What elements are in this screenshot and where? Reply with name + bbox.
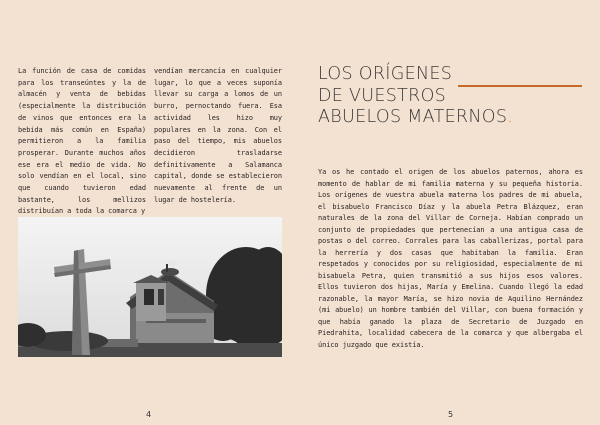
page-number-left: 4	[146, 410, 152, 419]
photo-illustration	[18, 217, 282, 357]
left-column-2-text: vendían mercancía en cualquier lugar, lo que a veces suponía llevar su carga a lomos de un burro, pernoctando fuera. Esa actividad les hizo muy populares en la zona. Con el paso del tiempo, mis abuelos decidieron trasladarse definitivamente a Salamanca capital, donde se establecieron nuevamente al frente de un lugar de hostelería.	[154, 67, 282, 204]
title-dot: .	[507, 107, 514, 127]
left-column-1	[18, 66, 146, 218]
chapter-title	[318, 64, 548, 129]
left-column-2	[154, 66, 282, 206]
page-number-right: 5	[448, 410, 454, 419]
title-rule	[458, 85, 582, 87]
right-body-text: Ya os he contado el origen de los abuelos paternos, ahora es momento de hablar de mi familia materna y su pequeña historia. Los orígenes de vuestra abuela materna los padres de mi abuela, el bisabuelo Francisco Díaz y la abuela Petra Blázquez, eran naturales de la zona del Villar de Corneja. Habían comprado un conjunto de propiedades que pertenecían a una antigua casa de postas o del correo. Corrales para las caballerizas, portal para la herrería y dos casas que habitaban la familia. Eran respetados y conocidos por su religiosidad, especialmente de mi bisabuela Petra, quien transmitió a sus hijos esos valores. Ellos tuvieron dos hijas, María y Emelina. Cuando llegó la edad razonable, la mayor María, se hizo novia de Aquilino Hernández (mi abuelo) un hombre también del Villar, con buena formación y que había ganado la plaza de Secretario de Juzgado en Piedrahita, localidad cabecera de la comarca y que albergaba el único juzgado que existía.	[318, 168, 583, 349]
title-line-2: DE VUESTROS	[318, 85, 447, 106]
right-body	[318, 167, 583, 351]
title-line-1: LOS ORÍGENES	[318, 64, 453, 84]
left-column-1-text: La función de casa de comidas para los transeúntes y la de almacén y venta de bebidas (especialmente la distribución de vinos que entonces era la bebida más común en España) permitieron a la familia prosperar. Durante muchos años ese era el medio de vida. No solo vendían en el local, sino que cuando tuvieron edad bastante, los mellizos distribuían a toda la comarca y	[18, 67, 146, 216]
title-line-3-text: ABUELOS MATERNOS	[318, 107, 508, 127]
title-line-3	[318, 107, 548, 129]
stone-cross-chapel-photo	[18, 217, 282, 357]
